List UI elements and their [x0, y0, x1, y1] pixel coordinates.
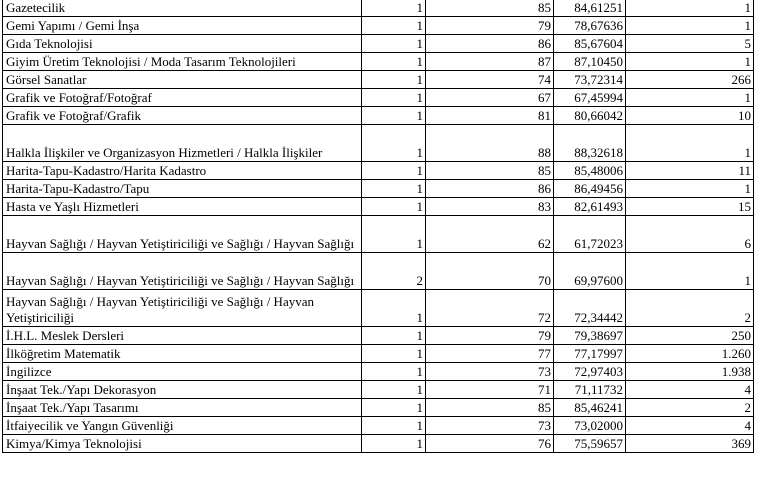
- placed-cell: 79: [426, 17, 554, 35]
- applicants-cell: 1: [626, 125, 754, 162]
- table-row: [3, 0, 754, 17]
- placed-cell: 67: [426, 89, 554, 107]
- quota-cell: 1: [362, 435, 426, 453]
- quota-cell: 1: [362, 198, 426, 216]
- placed-cell: 85: [426, 0, 554, 17]
- applicants-cell: 266: [626, 71, 754, 89]
- applicants-cell: 11: [626, 162, 754, 180]
- table-row: [3, 89, 754, 107]
- table-row: [3, 180, 754, 198]
- score-cell: 69,97600: [554, 253, 626, 290]
- table-row: [3, 107, 754, 125]
- placed-cell: 72: [426, 290, 554, 327]
- score-cell: 85,46241: [554, 399, 626, 417]
- applicants-cell: 1: [626, 89, 754, 107]
- quota-cell: 1: [362, 89, 426, 107]
- table-body: [3, 0, 754, 453]
- program-name-cell: İtfaiyecilik ve Yangın Güvenliği: [3, 417, 362, 435]
- quota-cell: 1: [362, 35, 426, 53]
- quota-cell: 1: [362, 71, 426, 89]
- table-row: [3, 71, 754, 89]
- placed-cell: 73: [426, 363, 554, 381]
- program-name-cell: Harita-Tapu-Kadastro/Tapu: [3, 180, 362, 198]
- placed-cell: 86: [426, 35, 554, 53]
- applicants-cell: 1: [626, 0, 754, 17]
- placed-cell: 77: [426, 345, 554, 363]
- placed-cell: 88: [426, 125, 554, 162]
- program-name-cell: Grafik ve Fotoğraf/Grafik: [3, 107, 362, 125]
- placed-cell: 79: [426, 327, 554, 345]
- program-name-cell: İnşaat Tek./Yapı Tasarımı: [3, 399, 362, 417]
- score-cell: 73,72314: [554, 71, 626, 89]
- placed-cell: 85: [426, 162, 554, 180]
- applicants-cell: 1: [626, 253, 754, 290]
- score-cell: 67,45994: [554, 89, 626, 107]
- score-cell: 80,66042: [554, 107, 626, 125]
- score-cell: 88,32618: [554, 125, 626, 162]
- applicants-cell: 250: [626, 327, 754, 345]
- placed-cell: 73: [426, 417, 554, 435]
- quota-cell: 1: [362, 345, 426, 363]
- program-name-cell: Hasta ve Yaşlı Hizmetleri: [3, 198, 362, 216]
- score-cell: 87,10450: [554, 53, 626, 71]
- placed-cell: 86: [426, 180, 554, 198]
- score-cell: 71,11732: [554, 381, 626, 399]
- quota-cell: 1: [362, 290, 426, 327]
- score-cell: 84,61251: [554, 0, 626, 17]
- applicants-cell: 5: [626, 35, 754, 53]
- table-row: [3, 381, 754, 399]
- quota-cell: 1: [362, 327, 426, 345]
- score-cell: 72,34442: [554, 290, 626, 327]
- placed-cell: 74: [426, 71, 554, 89]
- program-name-cell: Hayvan Sağlığı / Hayvan Yetiştiriciliği ve Sağlığı / Hayvan Sağlığı: [3, 216, 362, 253]
- quota-cell: 1: [362, 399, 426, 417]
- program-name-cell: Gemi Yapımı / Gemi İnşa: [3, 17, 362, 35]
- program-name-cell: Hayvan Sağlığı / Hayvan Yetiştiriciliği ve Sağlığı / Hayvan Sağlığı: [3, 253, 362, 290]
- score-cell: 82,61493: [554, 198, 626, 216]
- score-cell: 78,67636: [554, 17, 626, 35]
- applicants-cell: 2: [626, 290, 754, 327]
- applicants-cell: 369: [626, 435, 754, 453]
- quota-cell: 1: [362, 17, 426, 35]
- table-row: [3, 17, 754, 35]
- table-row: [3, 198, 754, 216]
- score-cell: 79,38697: [554, 327, 626, 345]
- placed-cell: 83: [426, 198, 554, 216]
- score-cell: 75,59657: [554, 435, 626, 453]
- table-row: [3, 345, 754, 363]
- program-name-cell: Giyim Üretim Teknolojisi / Moda Tasarım Teknolojileri: [3, 53, 362, 71]
- quota-cell: 1: [362, 0, 426, 17]
- quota-cell: 1: [362, 363, 426, 381]
- table-row: [3, 290, 754, 327]
- program-name-cell: Grafik ve Fotoğraf/Fotoğraf: [3, 89, 362, 107]
- applicants-cell: 15: [626, 198, 754, 216]
- program-name-cell: Kimya/Kimya Teknolojisi: [3, 435, 362, 453]
- program-name-cell: İnşaat Tek./Yapı Dekorasyon: [3, 381, 362, 399]
- table-row: [3, 417, 754, 435]
- quota-cell: 1: [362, 125, 426, 162]
- table-row: [3, 253, 754, 290]
- placed-cell: 87: [426, 53, 554, 71]
- program-name-cell: İlköğretim Matematik: [3, 345, 362, 363]
- table-row: [3, 327, 754, 345]
- placed-cell: 71: [426, 381, 554, 399]
- program-name-cell: Gıda Teknolojisi: [3, 35, 362, 53]
- placed-cell: 85: [426, 399, 554, 417]
- score-cell: 77,17997: [554, 345, 626, 363]
- program-name-cell: İngilizce: [3, 363, 362, 381]
- table-row: [3, 35, 754, 53]
- quota-cell: 1: [362, 216, 426, 253]
- applicants-cell: 1: [626, 17, 754, 35]
- applicants-cell: 1.938: [626, 363, 754, 381]
- quota-cell: 1: [362, 162, 426, 180]
- table-row: [3, 399, 754, 417]
- applicants-cell: 6: [626, 216, 754, 253]
- placed-cell: 70: [426, 253, 554, 290]
- program-name-cell: İ.H.L. Meslek Dersleri: [3, 327, 362, 345]
- table-row: [3, 125, 754, 162]
- program-name-cell: Görsel Sanatlar: [3, 71, 362, 89]
- program-name-cell: Gazetecilik: [3, 0, 362, 17]
- program-name-cell: Hayvan Sağlığı / Hayvan Yetiştiriciliği ve Sağlığı / Hayvan Yetiştiriciliği: [3, 290, 362, 327]
- data-table: [2, 0, 754, 453]
- score-cell: 72,97403: [554, 363, 626, 381]
- quota-cell: 1: [362, 107, 426, 125]
- applicants-cell: 4: [626, 417, 754, 435]
- quota-cell: 1: [362, 53, 426, 71]
- program-name-cell: Halkla İlişkiler ve Organizasyon Hizmetleri / Halkla İlişkiler: [3, 125, 362, 162]
- table-row: [3, 363, 754, 381]
- score-cell: 85,48006: [554, 162, 626, 180]
- placed-cell: 76: [426, 435, 554, 453]
- applicants-cell: 10: [626, 107, 754, 125]
- score-cell: 61,72023: [554, 216, 626, 253]
- applicants-cell: 1.260: [626, 345, 754, 363]
- score-cell: 86,49456: [554, 180, 626, 198]
- applicants-cell: 1: [626, 180, 754, 198]
- table-row: [3, 435, 754, 453]
- table-row: [3, 53, 754, 71]
- table-row: [3, 216, 754, 253]
- quota-cell: 2: [362, 253, 426, 290]
- quota-cell: 1: [362, 180, 426, 198]
- table-row: [3, 162, 754, 180]
- quota-cell: 1: [362, 417, 426, 435]
- quota-cell: 1: [362, 381, 426, 399]
- score-cell: 73,02000: [554, 417, 626, 435]
- applicants-cell: 2: [626, 399, 754, 417]
- score-cell: 85,67604: [554, 35, 626, 53]
- program-name-cell: Harita-Tapu-Kadastro/Harita Kadastro: [3, 162, 362, 180]
- placed-cell: 62: [426, 216, 554, 253]
- applicants-cell: 1: [626, 53, 754, 71]
- placed-cell: 81: [426, 107, 554, 125]
- applicants-cell: 4: [626, 381, 754, 399]
